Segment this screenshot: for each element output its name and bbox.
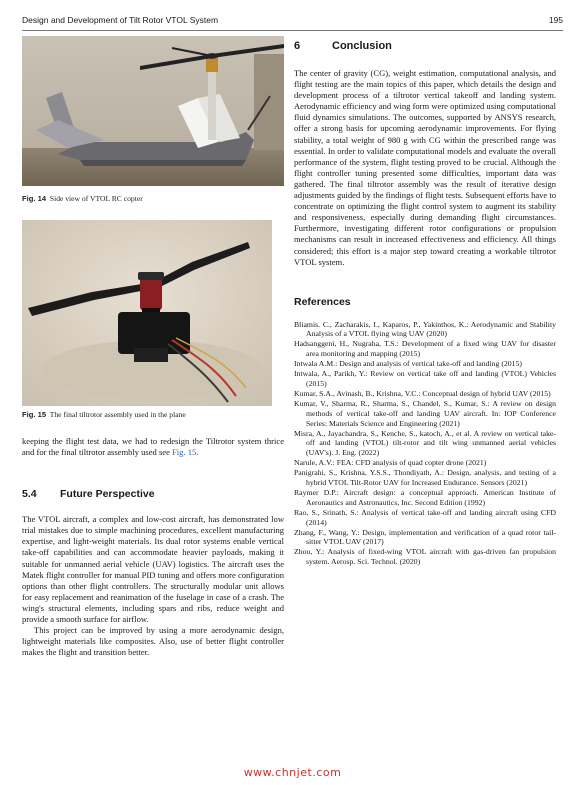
reference-list xyxy=(294,320,556,567)
reference-item: Narule, A.V.: FEA: CFD analysis of quad copter drone (2021) xyxy=(294,458,487,468)
figure-15-caption xyxy=(22,410,284,420)
section-6-heading xyxy=(294,40,556,52)
reference-item: Kumar, S.A., Avinash, B., Krishna, V.C.: Conceptual design of hybrid UAV (2015) xyxy=(294,389,551,399)
section-5-4-heading xyxy=(22,488,284,500)
figure-14-caption xyxy=(22,194,284,204)
section-6-title: Conclusion xyxy=(332,40,392,52)
figure-14-caption-text: Side view of VTOL RC copter xyxy=(49,194,143,203)
left-intro-paragraph xyxy=(22,436,284,458)
running-title: Design and Development of Tilt Rotor VTOL System xyxy=(22,15,219,25)
section-6-number: 6 xyxy=(294,40,301,52)
future-perspective-p1: The VTOL aircraft, a complex and low-cost aircraft, has demonstrated low trial mistakes due to simple machining procedures, excellent manufacturing expertise, and light-weight materials. Its dual rotor systems enable vertical take-off capabilities and can accommodate heavier payloads, making it suitable for unmanned aerial vehicle (UAV) logistics. The aircraft uses the Matek flight controller for manual PID tuning and offers more configuration options than other flight controllers. The structurally modular unit allows for easy replacement and reanimation of the fuselage in case of a crash. The wing's structural elements, including spars and ribs, reduce weight and provide a smooth surface for airflow. xyxy=(22,514,284,625)
reference-item: Zhou, Y.: Analysis of fixed-wing VTOL aircraft with gas-driven fan propulsion system. Aerosp. Sci. Technol. (2020) xyxy=(294,547,556,567)
section-5-4-title: Future Perspective xyxy=(60,488,155,501)
reference-item: Kumar, V., Sharma, R., Sharma, S., Chandel, S., Kumar, S.: A review on design methods of vertical take-off and landing UAV aircraft. In: IOP Conference Series: Materials Science and Engineering (2021) xyxy=(294,399,556,428)
left-intro-end: . xyxy=(196,447,199,458)
section-5-4-number: 5.4 xyxy=(22,488,37,501)
reference-item: Intwala A.M.: Design and analysis of vertical take-off and landing (2015) xyxy=(294,359,522,369)
future-perspective-p2: This project can be improved by using a more aerodynamic design, lightweight materials like composites. Also, use of better flight controller makes the flight and transition better. xyxy=(22,625,284,658)
figure-15-caption-text: The final tiltrotor assembly used in the plane xyxy=(49,410,186,419)
reference-item: Raymer D.P.: Aircraft design: a conceptual approach. American Institute of Aeronautics and Astronautics, Inc. Second Edition (1992) xyxy=(294,488,556,507)
vtol-side-view-photo xyxy=(22,36,284,186)
running-header xyxy=(22,12,563,31)
watermark: www.chnjet.com xyxy=(243,766,342,779)
left-intro-text: keeping the flight test data, we had to redesign the Tiltrotor system thrice and for the final tiltrotor assembly used see xyxy=(22,436,284,458)
figure-14 xyxy=(22,36,284,188)
reference-item: Rao, S., Srinath, S.: Analysis of vertical take-off and landing aircraft using CFD (2014) xyxy=(294,507,556,527)
page-number: 195 xyxy=(548,15,563,25)
reference-item: Misra, A., Jayachandra, S., Kenche, S., katoch, A., et al. A review on vertical take-off and landing (VTOL) tilt-rotor and tilt wing unmanned aerial vehicles (UAV's). J. Eng. (2022) xyxy=(294,428,556,457)
reference-item: Panigrahi, S., Krishna, Y.S.S., Thondiyath, A.: Design, analysis, and testing of a hybrid VTOL Tilt-Rotor UAV for Increased Endurance. Sensors (2021) xyxy=(294,468,556,487)
figure-15 xyxy=(22,220,284,406)
references-heading: References xyxy=(294,295,351,308)
fig-15-link[interactable]: Fig. 15 xyxy=(172,447,197,458)
right-column xyxy=(294,36,556,567)
left-column xyxy=(22,36,284,658)
reference-item: Zhang, F., Wang, Y.: Design, implementation and verification of a quad rotor tail-sitter VTOL UAV (2017) xyxy=(294,527,556,547)
tiltrotor-assembly-photo xyxy=(22,220,272,406)
reference-item: Hadsanggeni, H., Nugraha, T.S.: Development of a fixed wing UAV for disaster area monitoring and mapping (2015) xyxy=(294,339,556,359)
figure-14-label: Fig. 14 xyxy=(22,194,47,203)
reference-item: Intwala, A., Parikh, Y.: Review on vertical take off and landing (VTOL) Vehicles (2015) xyxy=(294,369,556,389)
reference-item: Bliamis. C., Zacharakis, I., Kaparos, P., Yakinthos, K.: Aerodynamic and Stability Analysis of a VTOL flying wing UAV (2020) xyxy=(294,319,556,339)
conclusion-paragraph: The center of gravity (CG), weight estimation, computational analysis, and flight testing are the main topics of this paper, which details the design and development process of a tiltrotor vertical takeoff and landing system. Aerodynamic efficiency and wing form were optimized using computational fluid dynamics simulations. The outcomes, supported by ANSYS research, offer a strong basis for upcoming aerodynamic improvements. For flying stability, a total weight of 980 g with CG within the prescribed range was essential. In order to validate computational models and evaluate the overall performance of the system, flight testing proved to be crucial. Although the flight controller tuning presented some difficulties, important data was gathered. The final tiltrotor assembly was the result of iterative design adjustments guided by the findings of flight tests. Subsequent efforts have to concentrate on optimizing the flight control system to augment its stability and responsiveness, especially during demanding flight circumstances. Furthermore, investigating different rotor configurations or propulsion mechanisms can result in increased effectiveness and efficiency. All things considered; this effort is a major step toward creating a workable tiltrotor VTOL system. xyxy=(294,68,556,267)
figure-15-label: Fig. 15 xyxy=(22,410,47,419)
